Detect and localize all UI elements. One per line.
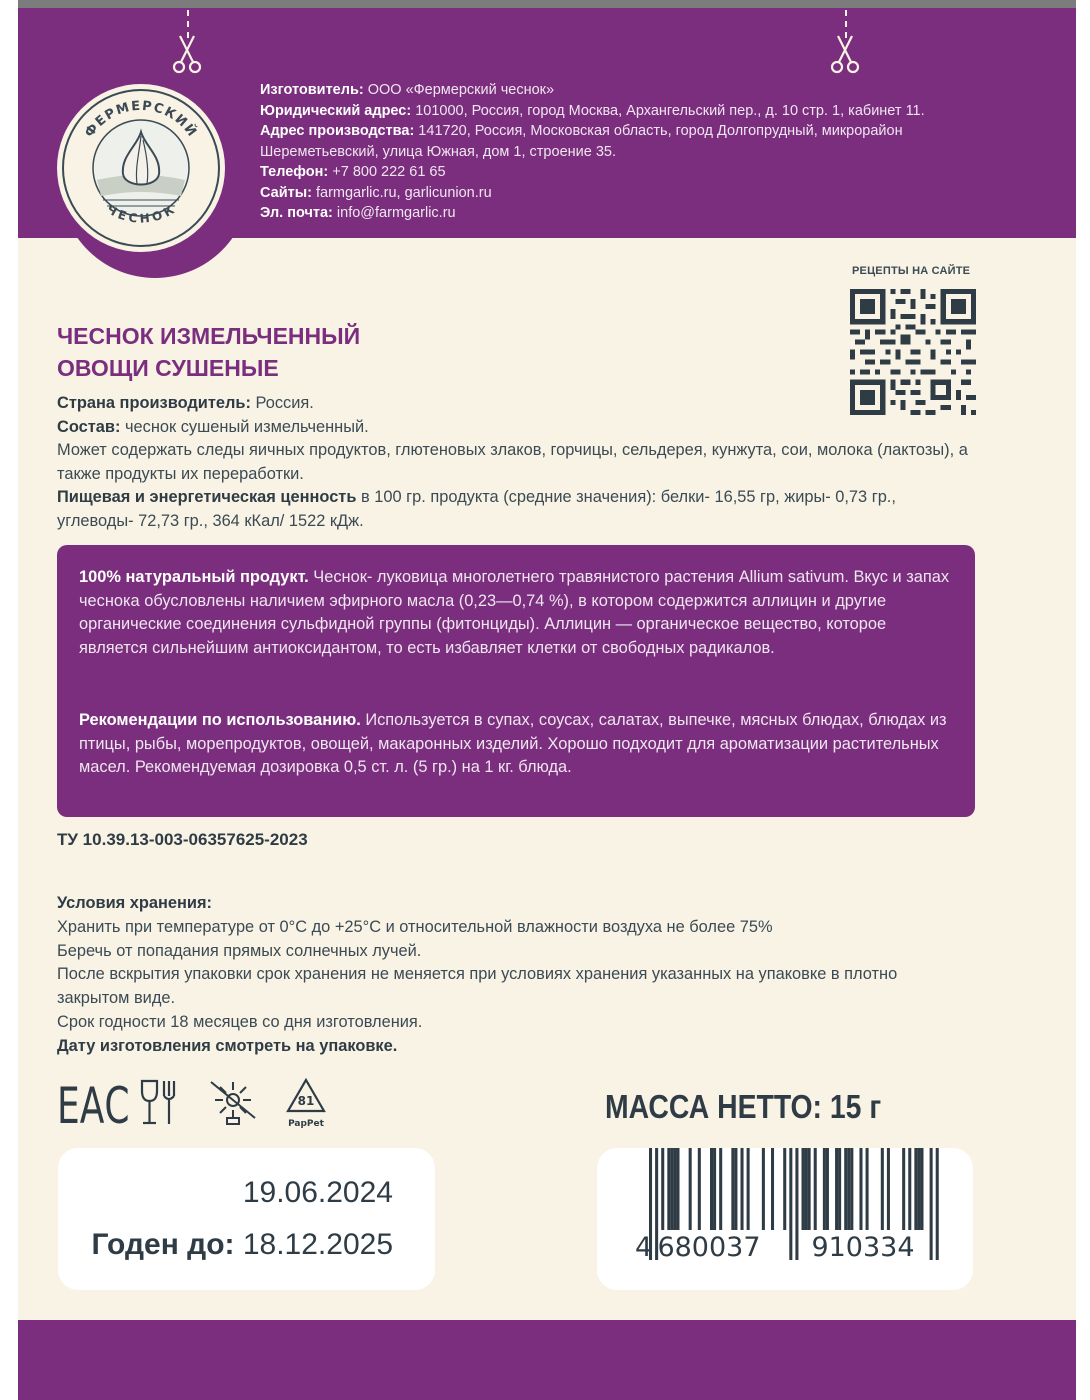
expiry-line: Годен до: 18.12.2025 bbox=[91, 1228, 393, 1261]
barcode-bar bbox=[795, 1148, 798, 1260]
barcode-bar bbox=[920, 1148, 923, 1230]
barcode-bar bbox=[881, 1148, 884, 1230]
sites-line: Сайты: farmgarlic.ru, garlicunion.ru bbox=[260, 184, 492, 201]
barcode-bar bbox=[914, 1148, 917, 1230]
barcode bbox=[597, 1148, 973, 1290]
barcode-bar bbox=[713, 1148, 716, 1230]
tu-code: ТУ 10.39.13-003-06357625-2023 bbox=[57, 830, 308, 849]
barcode-bar bbox=[859, 1148, 862, 1230]
barcode-bar bbox=[808, 1148, 811, 1230]
composition-line: Состав: чеснок сушеный измельченный. bbox=[57, 417, 369, 436]
keep-away-from-sun-icon bbox=[205, 1078, 261, 1128]
barcode-panel bbox=[597, 1148, 973, 1290]
food-safe-icon bbox=[139, 1078, 179, 1128]
storage-title: Условия хранения: bbox=[57, 894, 213, 912]
manufacturer-line: Изготовитель: ООО «Фермерский чеснок» bbox=[260, 82, 555, 98]
barcode-bar bbox=[734, 1148, 737, 1230]
barcode-bar bbox=[661, 1148, 664, 1230]
eac-icon bbox=[57, 1077, 130, 1136]
barcode-bar bbox=[930, 1148, 933, 1260]
barcode-bar bbox=[771, 1148, 774, 1230]
barcode-bar bbox=[814, 1148, 817, 1230]
barcode-bar bbox=[887, 1148, 890, 1230]
barcode-bar bbox=[747, 1148, 750, 1230]
barcode-bar bbox=[844, 1148, 847, 1230]
natural-paragraph: 100% натуральный продукт. Чеснок- луковица многолетнего травянистого растения Allium sativum. Вкус и запах чеснока обусловлены наличием эфирного масла (0,23—0,74 %), в котором содержится аллицин и другие органические соединения сульфидной группы (фитонциды). Аллицин — органическое вещество, которое является сильнейшим антиоксидантом, то есть избавляет клетки от свободных радикалов. bbox=[79, 568, 950, 658]
storage-line: Хранить при температуре от 0°С до +25°С и относительной влажности воздуха не более 75% bbox=[57, 917, 773, 936]
storage-line: Беречь от попадания прямых солнечных лучей. bbox=[57, 941, 422, 960]
barcode-bar bbox=[673, 1148, 676, 1230]
brand-logo bbox=[57, 84, 225, 252]
legal-address-line: Юридический адрес: 101000, Россия, город Москва, Архангельский пер., д. 10 стр. 1, кабинет 11. bbox=[260, 102, 925, 119]
barcode-bar bbox=[731, 1148, 734, 1230]
allergens-text: Может содержать следы яичных продуктов, глютеновых злаков, горчицы, сельдерея, кунжута, сои, молока (лактозы), а также продукты их переработки. bbox=[57, 441, 968, 483]
scissors-icon bbox=[829, 34, 861, 76]
barcode-bar bbox=[838, 1148, 841, 1230]
top-edge-strip bbox=[18, 0, 1076, 8]
nutrition-text: Пищевая и энергетическая ценность в 100 гр. продукта (средние значения): белки- 16,55 гр, жиры- 0,73 гр., углеводы- 72,73 гр., 364 кКал/ 1522 кДж. bbox=[57, 488, 896, 530]
storage-conditions bbox=[57, 892, 957, 1059]
barcode-bar bbox=[936, 1148, 939, 1260]
barcode-bar bbox=[850, 1148, 853, 1230]
logo-bottom-text: ЧЕСНОК bbox=[104, 201, 178, 226]
product-info bbox=[57, 392, 972, 533]
svg-text:ЕАС: ЕАС bbox=[57, 1078, 130, 1136]
barcode-bar bbox=[719, 1148, 722, 1230]
barcode-bar bbox=[741, 1148, 744, 1230]
barcode-bar bbox=[805, 1148, 808, 1230]
barcode-bar bbox=[783, 1148, 786, 1230]
barcode-bar bbox=[847, 1148, 850, 1230]
phone-line: Телефон: +7 800 222 61 65 bbox=[260, 164, 446, 180]
barcode-group2: 910334 bbox=[811, 1232, 915, 1263]
product-title-line1: ЧЕСНОК ИЗМЕЛЬЧЕННЫЙ bbox=[57, 323, 361, 349]
scissors-icon bbox=[171, 34, 203, 76]
product-title bbox=[57, 320, 360, 384]
garlic-logo-icon bbox=[57, 84, 225, 252]
barcode-bar bbox=[789, 1148, 792, 1260]
description-box bbox=[57, 545, 975, 817]
storage-line: Срок годности 18 месяцев со дня изготовления. bbox=[57, 1012, 423, 1031]
barcode-bar bbox=[823, 1148, 826, 1230]
manufacturer-info bbox=[260, 80, 1020, 224]
svg-text:PapPet: PapPet bbox=[288, 1119, 324, 1129]
barcode-bar bbox=[698, 1148, 701, 1230]
barcode-bar bbox=[762, 1148, 765, 1230]
email-line: Эл. почта: info@farmgarlic.ru bbox=[260, 205, 456, 221]
barcode-bar bbox=[689, 1148, 692, 1230]
date-panel bbox=[58, 1148, 435, 1290]
barcode-bar bbox=[667, 1148, 670, 1230]
storage-line: После вскрытия упаковки срок хранения не меняется при условиях хранения указанных на упаковке в плотно закрытом виде. bbox=[57, 965, 898, 1008]
net-mass: МАССА НЕТТО: 15 г bbox=[605, 1088, 882, 1125]
recycle-icon bbox=[285, 1077, 327, 1133]
production-address-line: Адрес производства: 141720, Россия, Московская область, город Долгопрудный, микрорайон Шереметьевский, улица Южная, дом 1, строение 35. bbox=[260, 123, 903, 160]
bottom-band bbox=[18, 1320, 1076, 1400]
product-title-line2: ОВОЩИ СУШЕНЫЕ bbox=[57, 355, 279, 381]
production-date: 19.06.2024 bbox=[242, 1176, 393, 1209]
usage-paragraph: Рекомендации по использованию. Используется в супах, соусах, салатах, выпечке, мясных блюдах, блюдах из птицы, рыбы, морепродуктов, овощей, макаронных изделий. Хорошо подходит для ароматизации растительных масел. Рекомендуемая дозировка 0,5 ст. л. (5 гр.) на 1 кг. блюда. bbox=[79, 711, 947, 777]
barcode-bar bbox=[866, 1148, 869, 1230]
country-line: Страна производитель: Россия. bbox=[57, 394, 314, 412]
barcode-bar bbox=[917, 1148, 920, 1230]
storage-bold-line: Дату изготовления смотреть на упаковке. bbox=[57, 1036, 398, 1055]
barcode-bar bbox=[710, 1148, 713, 1230]
barcode-bar bbox=[676, 1148, 679, 1230]
barcode-first-digit: 4 bbox=[635, 1232, 653, 1263]
barcode-group1: 680037 bbox=[657, 1232, 761, 1263]
barcode-bar bbox=[802, 1148, 805, 1230]
barcode-bar bbox=[826, 1148, 829, 1230]
barcode-bar bbox=[835, 1148, 838, 1230]
barcode-bar bbox=[908, 1148, 911, 1230]
logo-top-text: ФЕРМЕРСКИЙ bbox=[82, 98, 200, 141]
barcode-bar bbox=[670, 1148, 673, 1230]
barcode-bar bbox=[902, 1148, 905, 1230]
qr-label: РЕЦЕПТЫ НА САЙТЕ bbox=[852, 265, 971, 277]
svg-text:81: 81 bbox=[297, 1094, 315, 1108]
